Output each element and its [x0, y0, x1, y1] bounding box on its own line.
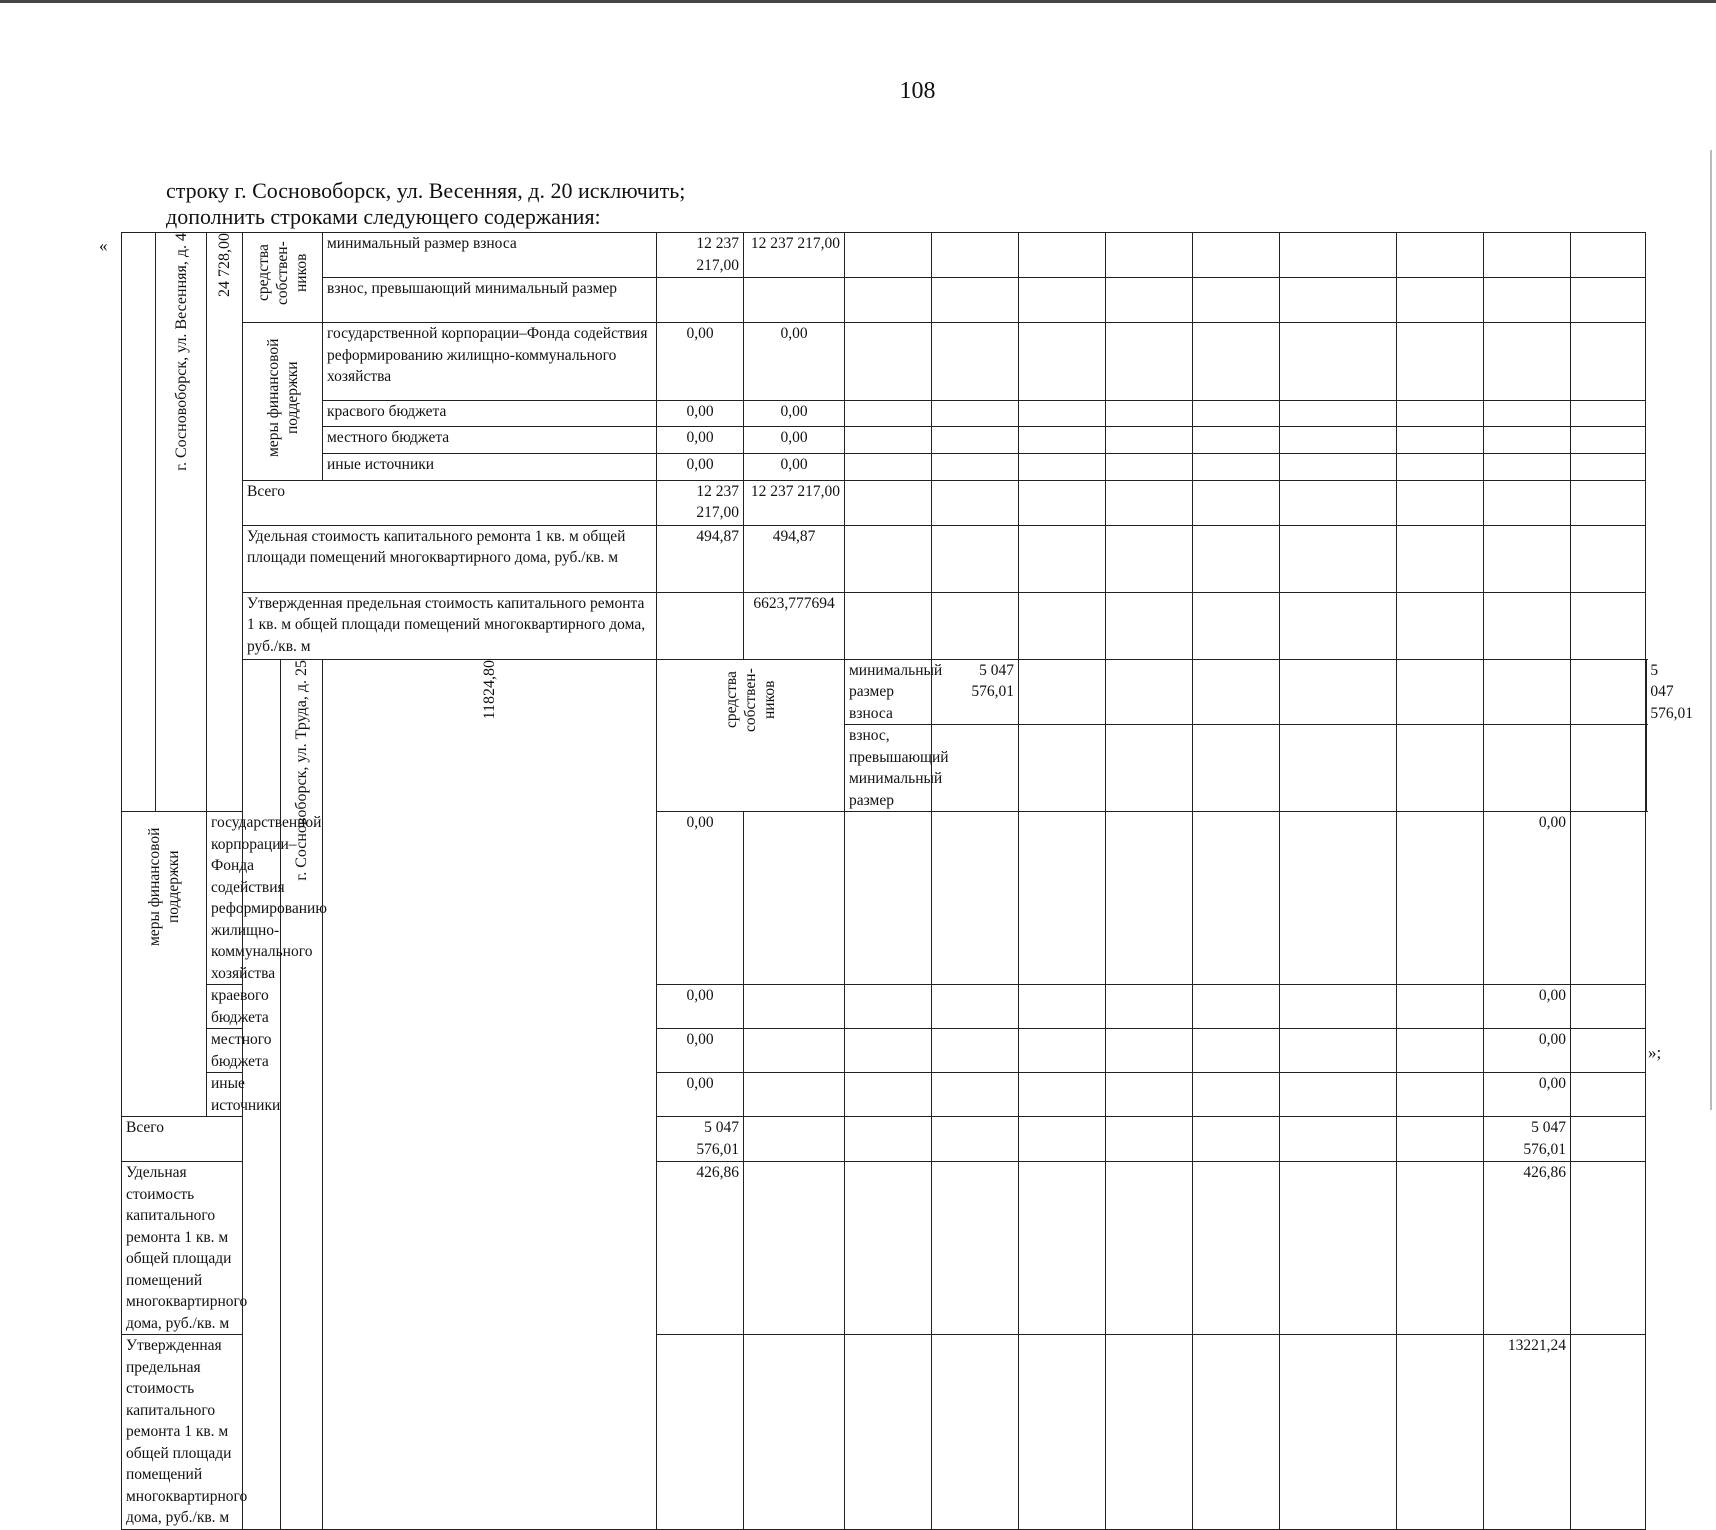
value-cell: 0,00 — [1484, 985, 1571, 1029]
owners-funds-label: средства собствен-ников — [254, 233, 311, 313]
value-cell: 0,00 — [744, 400, 845, 427]
min-contribution-label: минимальный размер взноса — [845, 659, 932, 725]
other-sources-label: иные источники — [207, 1073, 243, 1117]
area-text: 11824,80 — [480, 660, 499, 719]
owners-funds-cell — [243, 233, 323, 323]
value-cell — [744, 1029, 845, 1073]
total-label: Всего — [122, 1117, 243, 1162]
value-cell: 0,00 — [744, 453, 845, 480]
value-cell: 0,00 — [1484, 1073, 1571, 1117]
address-cell — [281, 659, 323, 1529]
unit-cost-label: Удельная стоимость капитального ремонта 1 кв. м общей площади помещений многоквартирного дома, руб./кв. м — [122, 1162, 243, 1335]
intro-text — [166, 178, 685, 230]
table-row — [122, 453, 1647, 480]
value-cell — [1484, 453, 1571, 480]
value-cell — [744, 812, 845, 985]
capital-repair-table — [121, 232, 1647, 1530]
address-text: г. Сосновоборск, ул. Труда, д. 25 — [292, 660, 311, 881]
value-cell — [744, 1162, 845, 1335]
value-cell — [1484, 525, 1571, 592]
excess-contribution-label: взнос, превышающий минимальный размер — [323, 278, 657, 323]
value-cell — [657, 1335, 744, 1530]
regional-budget-label: краевого бюджета — [207, 985, 243, 1029]
value-cell: 0,00 — [657, 1029, 744, 1073]
value-cell: 13221,24 — [1484, 1335, 1571, 1530]
value-cell: 426,86 — [1484, 1162, 1571, 1335]
other-sources-label: иные источники — [323, 453, 657, 480]
value-cell — [744, 1073, 845, 1117]
value-cell: 0,00 — [1484, 812, 1571, 985]
opening-quote: « — [99, 236, 108, 256]
value-cell: 0,00 — [744, 427, 845, 454]
blank-cell — [122, 233, 156, 812]
value-cell — [1484, 323, 1571, 401]
support-measures-cell — [122, 812, 207, 1117]
value-cell — [1484, 400, 1571, 427]
table-row — [122, 400, 1647, 427]
value-cell: 0,00 — [657, 400, 744, 427]
unit-cost-label: Удельная стоимость капитального ремонта 1 кв. м общей площади помещений многоквартирного дома, руб./кв. м — [243, 525, 657, 592]
table-row — [122, 592, 1647, 659]
scan-right-edge — [1710, 150, 1712, 1110]
value-cell — [1484, 480, 1571, 525]
value-cell: 0,00 — [657, 1073, 744, 1117]
value-cell — [657, 592, 744, 659]
value-cell: 0,00 — [657, 323, 744, 401]
owners-funds-cell — [657, 659, 845, 812]
owners-funds-label: средства собствен-ников — [722, 660, 779, 740]
value-cell — [1484, 233, 1571, 278]
value-cell: 6623,777694 — [744, 592, 845, 659]
table-row — [122, 659, 1647, 725]
approved-cost-label: Утвержденная предельная стоимость капитального ремонта 1 кв. м общей площади помещений многоквартирного дома, руб./кв. м — [122, 1335, 243, 1530]
support-measures-cell — [243, 323, 323, 481]
value-cell: 12 237 217,00 — [657, 480, 744, 525]
value-cell: 426,86 — [657, 1162, 744, 1335]
area-cell — [207, 233, 243, 812]
value-cell — [1019, 659, 1106, 725]
page-number: 108 — [0, 78, 1716, 105]
value-cell — [1484, 592, 1571, 659]
value-cell — [744, 1335, 845, 1530]
value-cell: 0,00 — [1484, 1029, 1571, 1073]
value-cell: 0,00 — [657, 453, 744, 480]
state-corp-label: государственной корпорации–Фонда содействия реформированию жилищно-коммунального хозяйства — [323, 323, 657, 401]
value-cell: 5 047 576,01 — [932, 659, 1019, 725]
local-budget-label: местного бюджета — [207, 1029, 243, 1073]
local-budget-label: местного бюджета — [323, 427, 657, 454]
table-row — [122, 233, 1647, 278]
table-row — [122, 480, 1647, 525]
table-row — [122, 323, 1647, 401]
state-corp-label: государственной корпорации–Фонда содействия реформированию жилищно-коммунального хозяйства — [207, 812, 243, 985]
area-text: 24 728,00 — [215, 233, 234, 297]
value-cell: 0,00 — [657, 427, 744, 454]
value-cell: 5 047 576,01 — [657, 1117, 744, 1162]
value-cell: 494,87 — [657, 525, 744, 592]
value-cell: 12 237 217,00 — [744, 480, 845, 525]
value-cell: 5 047 576,01 — [1484, 1117, 1571, 1162]
closing-quote: »; — [1648, 1043, 1661, 1063]
value-cell: 0,00 — [657, 812, 744, 985]
table-row — [122, 278, 1647, 323]
area-cell — [323, 659, 657, 1529]
table-row — [122, 427, 1647, 454]
value-cell: 494,87 — [744, 525, 845, 592]
value-cell — [744, 985, 845, 1029]
excess-contribution-label: взнос, превышающий минимальный размер — [845, 725, 932, 812]
intro-line-append: дополнить строками следующего содержания: — [166, 204, 685, 230]
support-measures-label: меры финансовой поддержки — [145, 812, 183, 962]
regional-budget-label: красвого бюджета — [323, 400, 657, 427]
value-cell: 12 237 217,00 — [744, 233, 845, 278]
value-cell: 0,00 — [744, 323, 845, 401]
blank-cell — [243, 659, 281, 1529]
scan-top-edge — [0, 0, 1716, 3]
total-label: Всего — [243, 480, 657, 525]
approved-cost-label: Утвержденная предельная стоимость капитального ремонта 1 кв. м общей площади помещений многоквартирного дома, руб./кв. м — [243, 592, 657, 659]
table-row — [122, 525, 1647, 592]
value-cell: 12 237 217,00 — [657, 233, 744, 278]
support-measures-label: меры финансовой поддержки — [264, 323, 302, 473]
address-cell — [156, 233, 207, 812]
intro-line-exclude: строку г. Сосновоборск, ул. Весенняя, д. 20 исключить; — [166, 178, 685, 204]
min-contribution-label: минимальный размер взноса — [323, 233, 657, 278]
value-cell — [1484, 427, 1571, 454]
address-text: г. Сосновоборск, ул. Весенняя, д. 4 — [172, 233, 191, 471]
value-cell: 0,00 — [657, 985, 744, 1029]
value-cell — [744, 1117, 845, 1162]
